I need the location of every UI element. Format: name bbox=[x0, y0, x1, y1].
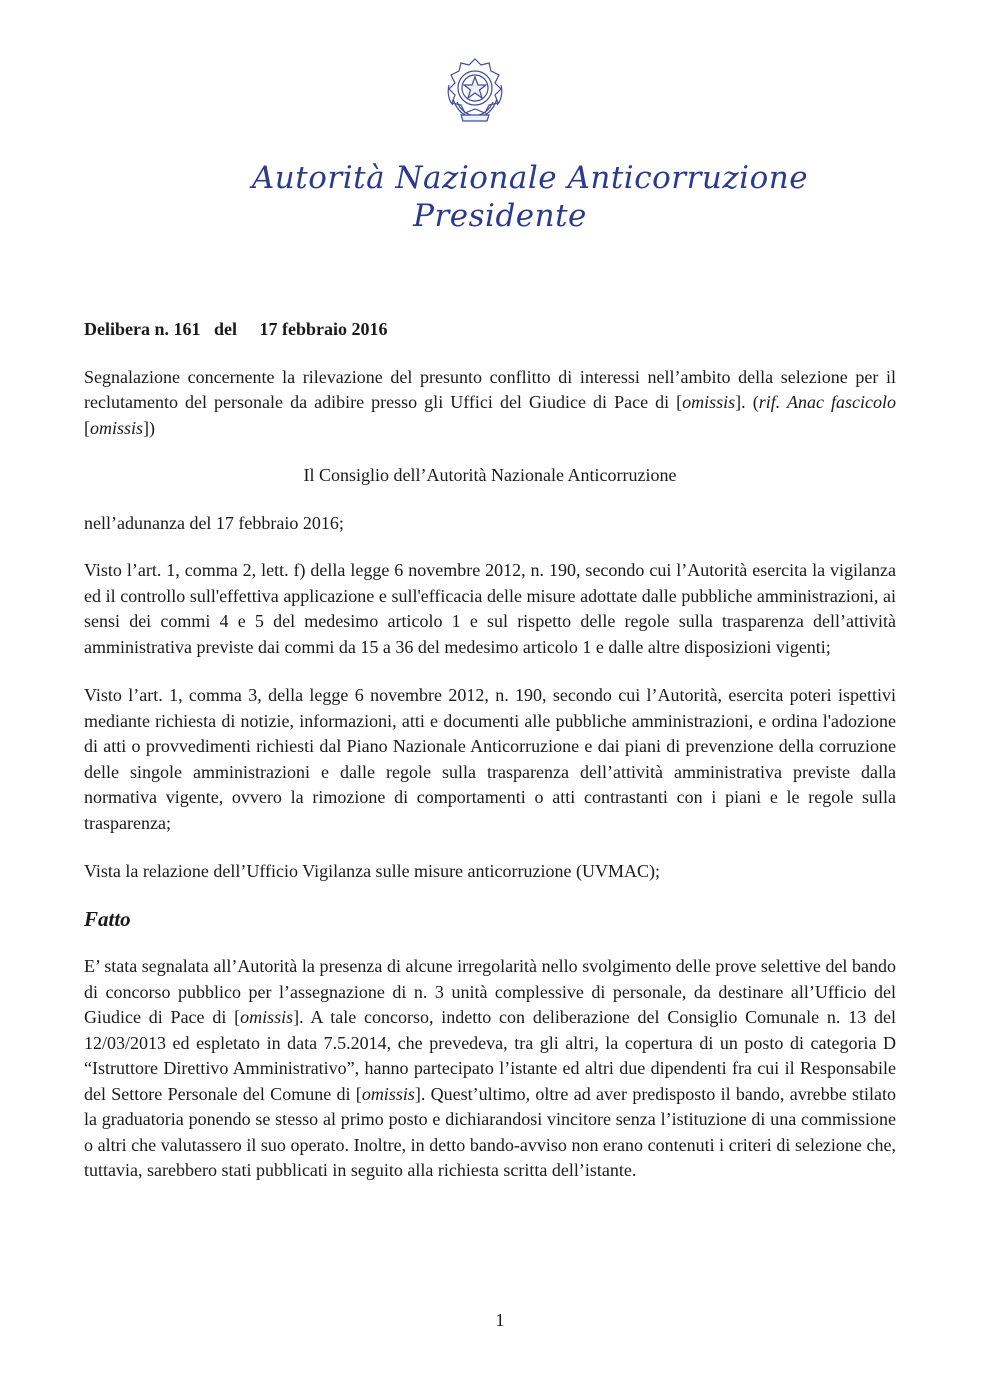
italian-republic-emblem-icon bbox=[443, 55, 507, 125]
omissis-marker: omissis bbox=[90, 417, 144, 438]
delibera-subject: Segnalazione concernente la rilevazione del presunto conflitto di interessi nell’ambito della selezione per il reclutamento del personale da adibire presso gli Uffici del Giudice di Pace di [omissis]. (rif. Anac fascicolo [omissis]) bbox=[84, 366, 896, 438]
delibera-date: 17 febbraio 2016 bbox=[259, 319, 388, 339]
authority-role: Presidente bbox=[413, 198, 587, 234]
delibera-del: del bbox=[214, 319, 238, 339]
visto-paragraph-2: Visto l’art. 1, comma 3, della legge 6 novembre 2012, n. 190, secondo cui l’Autorità, esercita poteri ispettivi mediante richiesta di notizie, informazioni, atti e documenti alle pubbliche amministrazioni, e ordina l'adozione di atti o provvedimenti richiesti dal Piano Nazionale Anticorruzione e dai piani di prevenzione della corruzione delle singole amministrazioni e dalle regole sulla trasparenza dell’attività amministrativa previste dalla normativa vigente, ovvero la rimozione di comportamenti o atti contrastanti con i piani e le regole sulla trasparenza; bbox=[84, 685, 896, 833]
fatto-paragraph: E’ stata segnalata all’Autorità la presenza di alcune irregolarità nello svolgimento delle prove selettive del bando di concorso pubblico per l’assegnazione di n. 3 unità complessive di personale, da destinare all’Ufficio del Giudice di Pace di [omissis]. A tale concorso, indetto con deliberazione del Consiglio Comunale n. 13 del 12/03/2013 ed espletato in data 7.5.2014, che prevedeva, tra gli altri, la copertura di un posto di categoria D “Istruttore Direttivo Amministrativo”, hanno partecipato l’istante ed altri due dipendenti fra cui il Responsabile del Settore Personale del Comune di [omissis]. Quest’ultimo, oltre ad aver predisposto il bando, avrebbe stilato la graduatoria ponendo se stesso al primo posto e dichiarandosi vincitore senza l’istituzione di una commissione o altri che valutassero il suo operato. Inoltre, in detto bando-avviso non erano contenuti i criteri di selezione che, tuttavia, sarebbero stati pubblicati in seguito alla richiesta scritta dell’istante. bbox=[84, 956, 897, 1180]
adunanza-line: nell’adunanza del 17 febbraio 2016; bbox=[84, 512, 344, 533]
document-body bbox=[84, 317, 896, 1184]
visto-paragraph-1: Visto l’art. 1, comma 2, lett. f) della legge 6 novembre 2012, n. 190, secondo cui l’Autorità esercita la vigilanza ed il controllo sull'effettiva applicazione e sull'efficacia delle misure adottate dalle pubbliche amministrazioni, ai sensi dei commi 4 e 5 del medesimo articolo 1 e sul rispetto delle regole sulla trasparenza dell’attività amministrativa previste dai commi da 15 a 36 del medesimo articolo 1 e dalle altre disposizioni vigenti; bbox=[84, 560, 896, 657]
omissis-marker: omissis bbox=[240, 1007, 294, 1027]
delibera-title bbox=[84, 317, 896, 343]
page-number: 1 bbox=[495, 1310, 505, 1330]
omissis-marker: omissis bbox=[682, 392, 736, 412]
delibera-label: Delibera n. 161 bbox=[84, 319, 201, 339]
rif-anac-fascicolo: rif. Anac fascicolo bbox=[758, 392, 896, 412]
authority-name: Autorità Nazionale Anticorruzione bbox=[251, 160, 809, 196]
vista-paragraph: Vista la relazione dell’Ufficio Vigilanza sulle misure anticorruzione (UVMAC); bbox=[84, 861, 660, 881]
section-heading-fatto: Fatto bbox=[84, 906, 131, 931]
omissis-marker: omissis bbox=[361, 1083, 415, 1104]
council-line: Il Consiglio dell’Autorità Nazionale Anticorruzione bbox=[303, 465, 677, 485]
